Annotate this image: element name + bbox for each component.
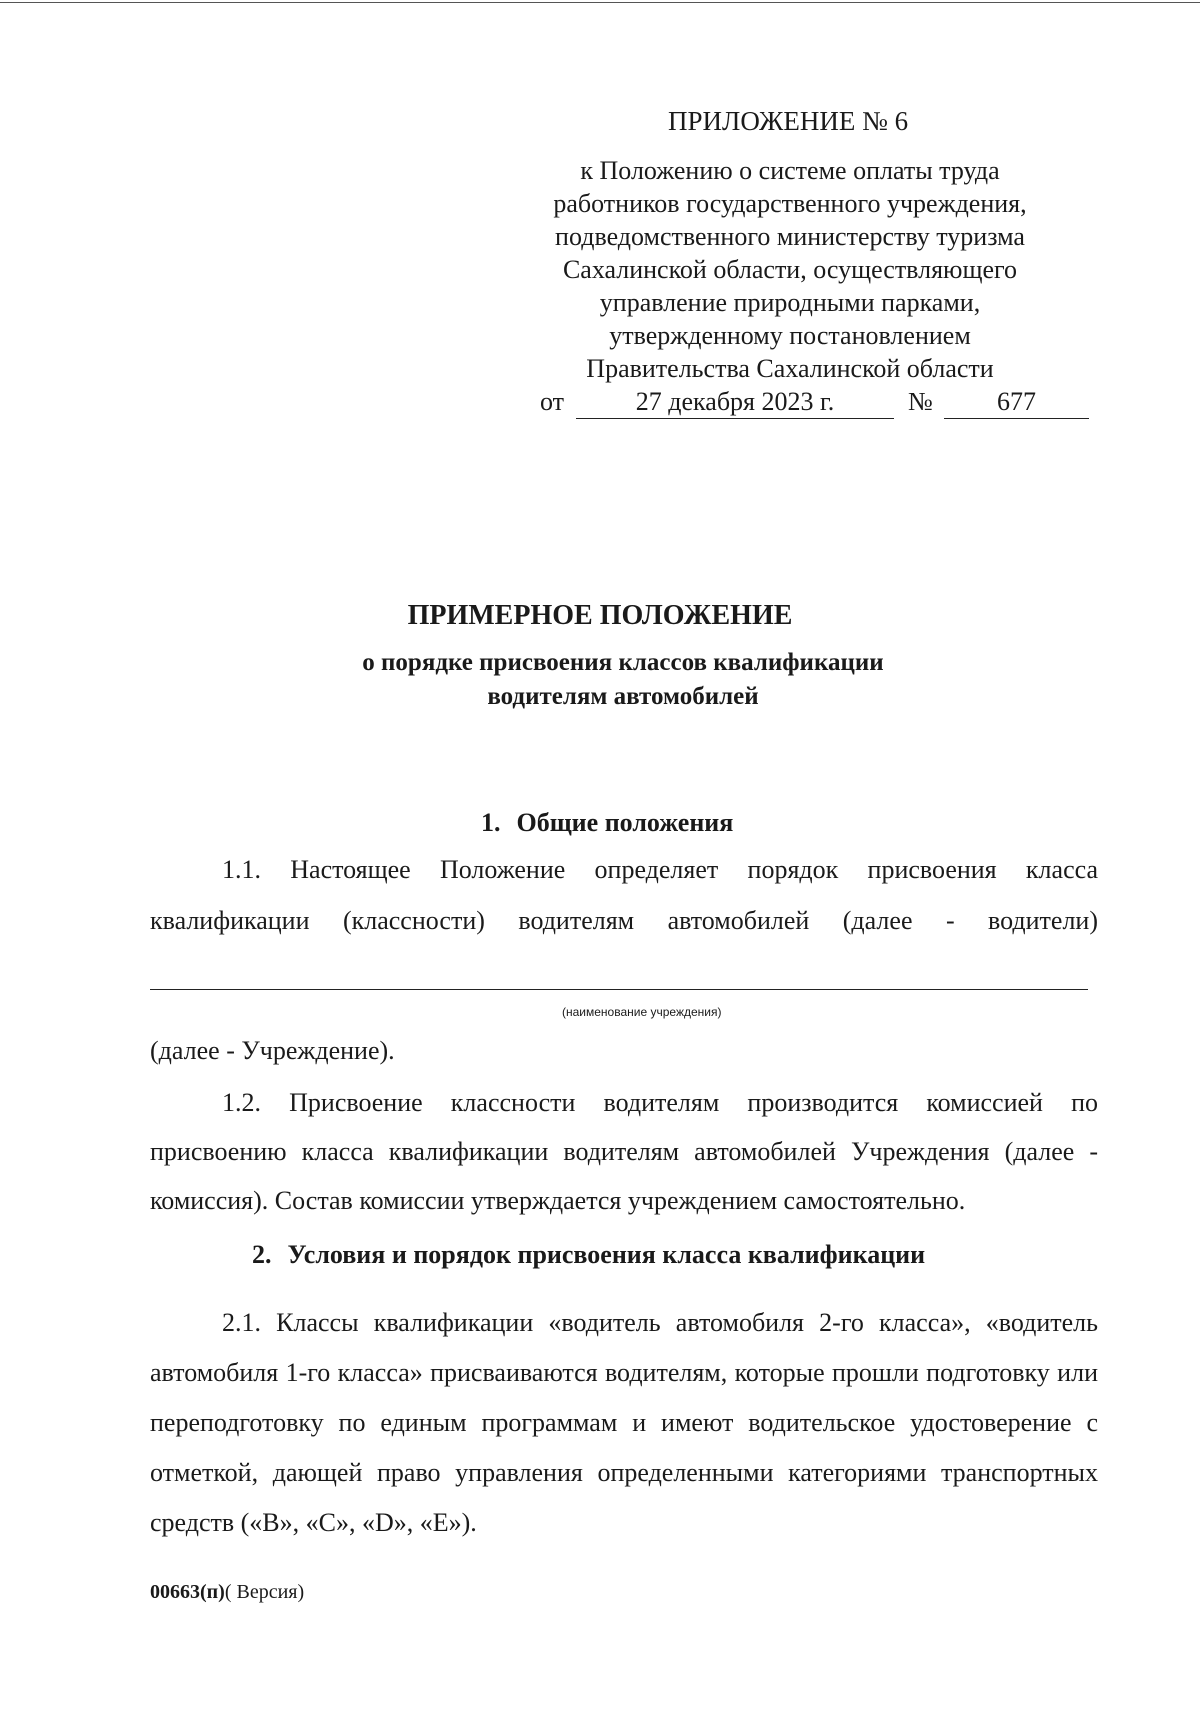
date-label: от xyxy=(540,387,565,416)
paragraph-1-1-line-2: квалификации (классности) водителям автомобилей (далее - водители) xyxy=(150,906,1098,935)
section-title: Общие положения xyxy=(516,808,734,837)
paragraph-1-1-line-3: (далее - Учреждение). xyxy=(150,1036,395,1065)
scan-top-edge xyxy=(0,2,1200,3)
section-number: 1. xyxy=(481,808,501,837)
subtitle-line: о порядке присвоения классов квалификации xyxy=(362,649,884,676)
document-subtitle xyxy=(0,646,1200,714)
decree-number: 677 xyxy=(944,387,1089,419)
subtitle-line: водителям автомобилей xyxy=(487,683,759,710)
appendix-line: работников государственного учреждения, xyxy=(553,189,1027,218)
paragraph-1-2: 1.2. Присвоение классности водителям производится комиссией по присвоению класса квалификации водителям автомобилей Учреждения (далее - комиссия). Состав комиссии утверждается учреждением самостоятельно. xyxy=(150,1088,1098,1215)
appendix-line: к Положению о системе оплаты труда xyxy=(580,156,1000,185)
appendix-line: подведомственного министерству туризма xyxy=(555,222,1025,251)
org-name-caption: (наименование учреждения) xyxy=(562,1005,722,1019)
appendix-line: управление природными парками, xyxy=(599,288,981,317)
appendix-line: утвержденному постановлением xyxy=(609,321,971,350)
version-label: ( Версия) xyxy=(224,1581,305,1603)
decree-date: 27 декабря 2023 г. xyxy=(576,387,894,419)
section-number: 2. xyxy=(252,1240,272,1269)
paragraph-1-1-line-1: 1.1. Настоящее Положение определяет порядок присвоения класса xyxy=(222,855,1098,884)
appendix-line: Правительства Сахалинской области xyxy=(586,354,994,383)
section-2-heading xyxy=(252,1240,925,1270)
org-name-blank-line xyxy=(150,989,1088,990)
appendix-line: Сахалинской области, осуществляющего xyxy=(562,255,1018,284)
appendix-reference xyxy=(520,154,1060,385)
section-title: Условия и порядок присвоения класса квалификации xyxy=(287,1240,926,1269)
number-label: № xyxy=(908,387,933,416)
document-code xyxy=(150,1581,304,1604)
section-1-heading xyxy=(481,808,733,838)
appendix-title: ПРИЛОЖЕНИЕ № 6 xyxy=(668,106,909,136)
code-value: 00663(п) xyxy=(150,1581,225,1603)
paragraph-2-1: 2.1. Классы квалификации «водитель автомобиля 2-го класса», «водитель автомобиля 1-го класса» присваиваются водителям, которые прошли подготовку или переподготовку по единым программам и имеют водительское удостоверение с отметкой, дающей право управления определенными категориями транспортных средств («В», «С», «D», «Е»). xyxy=(150,1308,1098,1537)
document-title: ПРИМЕРНОЕ ПОЛОЖЕНИЕ xyxy=(407,600,793,631)
